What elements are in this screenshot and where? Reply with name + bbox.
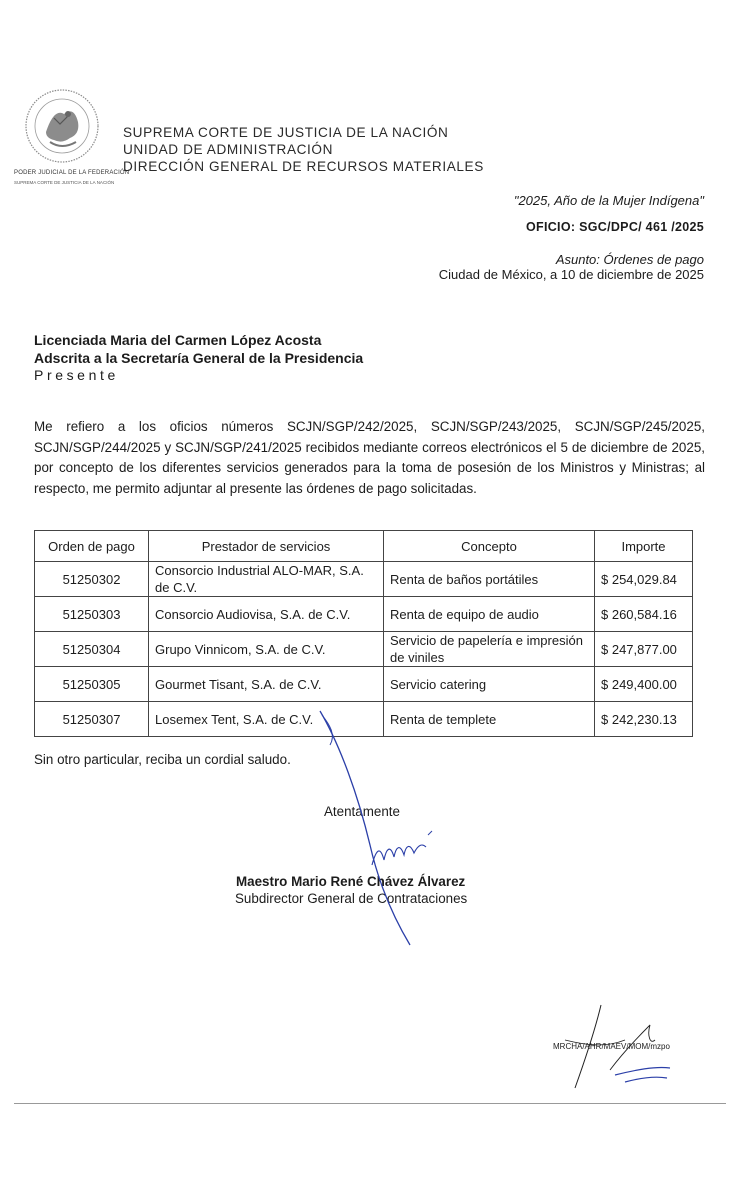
cell-concepto: Servicio catering	[384, 667, 595, 702]
coat-of-arms-seal	[24, 88, 100, 164]
subject-line	[556, 252, 704, 267]
cell-concepto: Renta de templete	[384, 702, 595, 737]
cell-prestador: Losemex Tent, S.A. de C.V.	[149, 702, 384, 737]
year-motto: "2025, Año de la Mujer Indígena"	[513, 193, 704, 208]
cell-prestador: Consorcio Audiovisa, S.A. de C.V.	[149, 597, 384, 632]
cell-prestador: Grupo Vinnicom, S.A. de C.V.	[149, 632, 384, 667]
seal-caption-bottom: SUPREMA CORTE DE JUSTICIA DE LA NACIÓN	[14, 180, 115, 185]
handwritten-signature	[300, 705, 450, 950]
institution-name: SUPREMA CORTE DE JUSTICIA DE LA NACIÓN	[123, 125, 449, 140]
atentamente: Atentamente	[324, 804, 400, 819]
cell-concepto: Renta de equipo de audio	[384, 597, 595, 632]
directorate-name: DIRECCIÓN GENERAL DE RECURSOS MATERIALES	[123, 159, 484, 174]
header-orden: Orden de pago	[35, 531, 149, 562]
footer-divider	[14, 1103, 726, 1104]
cell-importe: $ 249,400.00	[595, 667, 693, 702]
cell-orden: 51250304	[35, 632, 149, 667]
cell-orden: 51250307	[35, 702, 149, 737]
cell-importe: $ 254,029.84	[595, 562, 693, 597]
closing-line: Sin otro particular, reciba un cordial saludo.	[34, 752, 291, 767]
cell-concepto: Servicio de papelería e impresión de viniles	[384, 632, 595, 667]
cell-orden: 51250302	[35, 562, 149, 597]
table-header-row	[35, 531, 693, 562]
letter-body: Me refiero a los oficios números SCJN/SGP/242/2025, SCJN/SGP/243/2025, SCJN/SGP/245/2025, SCJN/SGP/244/2025 y SCJN/SGP/241/2025 recibidos mediante correos electrónicos el 5 de diciembre de 2025, por concepto de los diferentes servicios generados para la toma de posesión de los Ministros y Ministras; al respecto, me permito adjuntar al presente las órdenes de pago solicitadas.	[34, 419, 705, 496]
cell-importe: $ 260,584.16	[595, 597, 693, 632]
recipient-name: Licenciada Maria del Carmen López Acosta	[34, 332, 322, 348]
cell-prestador: Gourmet Tisant, S.A. de C.V.	[149, 667, 384, 702]
recipient-title: Adscrita a la Secretaría General de la Presidencia	[34, 350, 364, 366]
cell-orden: 51250303	[35, 597, 149, 632]
cell-importe: $ 247,877.00	[595, 632, 693, 667]
cell-importe: $ 242,230.13	[595, 702, 693, 737]
table-row	[35, 632, 693, 667]
presente-salutation: Presente	[34, 367, 119, 383]
place-and-date: Ciudad de México, a 10 de diciembre de 2025	[438, 267, 704, 282]
table-row	[35, 597, 693, 632]
table-row	[35, 562, 693, 597]
cell-orden: 51250305	[35, 667, 149, 702]
seal-caption-top: PODER JUDICIAL DE LA FEDERACIÓN	[14, 170, 130, 176]
table-row	[35, 667, 693, 702]
header-importe: Importe	[595, 531, 693, 562]
header-prestador: Prestador de servicios	[149, 531, 384, 562]
signer-name: Maestro Mario René Chávez Álvarez	[236, 874, 466, 889]
cell-prestador: Consorcio Industrial ALO-MAR, S.A. de C.V.	[149, 562, 384, 597]
subject-label: Asunto:	[555, 252, 600, 267]
cell-concepto: Renta de baños portátiles	[384, 562, 595, 597]
typist-initials: MRCHA/AHR/MAEV/MOM/mzpo	[553, 1042, 670, 1051]
oficio-number: OFICIO: SGC/DPC/ 461 /2025	[526, 220, 704, 234]
signer-title: Subdirector General de Contrataciones	[235, 891, 468, 906]
header-concepto: Concepto	[384, 531, 595, 562]
unit-name: UNIDAD DE ADMINISTRACIÓN	[123, 142, 334, 157]
subject-value: Órdenes de pago	[603, 252, 704, 267]
